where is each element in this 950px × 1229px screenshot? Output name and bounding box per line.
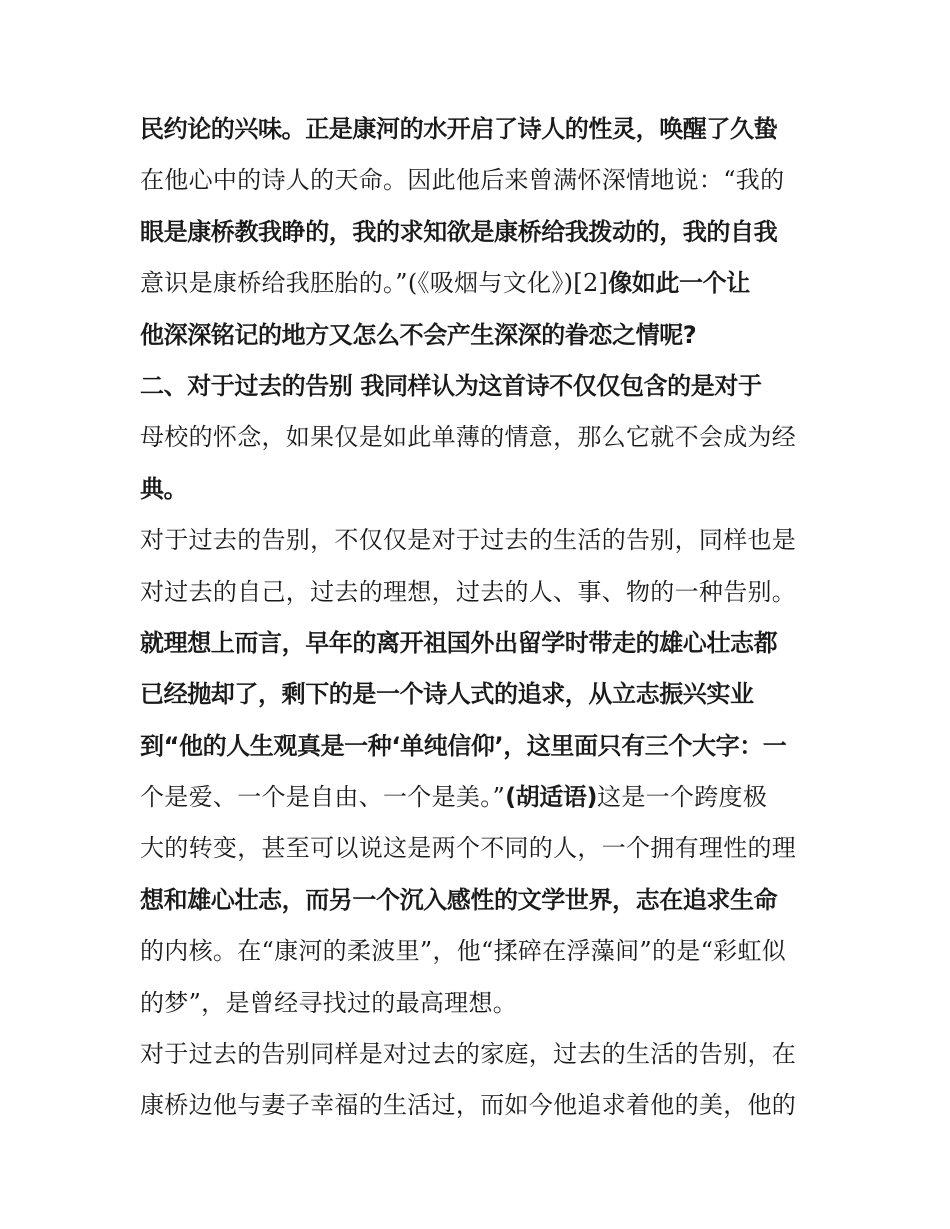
text-line xyxy=(140,926,820,977)
text-line xyxy=(140,823,820,874)
text-line xyxy=(140,515,820,566)
text-segment: 想和雄心壮志，而另一个沉入感性的文学世界，志在追求生命 xyxy=(140,885,778,914)
text-segment: 母校的怀念，如果仅是如此单薄的情意，那么它就不会成为经 xyxy=(140,423,797,452)
text-segment: 康桥边他与妻子幸福的生活过，而如今他追求着他的美，他的 xyxy=(140,1091,797,1120)
text-line xyxy=(140,412,820,463)
text-segment: 大的转变，甚至可以说这是两个不同的人，一个拥有理性的理 xyxy=(140,834,797,863)
text-segment: 像如此一个让 xyxy=(608,269,750,298)
text-segment: 对于过去的告别同样是对过去的家庭，过去的生活的告别，在 xyxy=(140,1040,797,1069)
text-line xyxy=(140,978,820,1029)
body-text xyxy=(140,104,820,1132)
text-segment: 这是一个跨度极 xyxy=(597,783,768,812)
text-line xyxy=(140,875,820,926)
text-line xyxy=(140,618,820,669)
text-segment: (胡适语) xyxy=(505,783,598,812)
text-line xyxy=(140,104,820,155)
text-segment: 民约论的兴味。正是康河的水开启了诗人的性灵，唤醒了久蛰 xyxy=(140,115,778,143)
text-segment: 到“他的人生观真是一种‘单纯信仰’，这里面只有三个大字：一 xyxy=(140,731,787,760)
text-line xyxy=(140,258,820,309)
text-segment: 意识是康桥给我胚胎的。”(《吸烟与文化》)[2] xyxy=(140,269,609,298)
text-segment: 典。 xyxy=(140,474,188,503)
text-line xyxy=(140,207,820,258)
text-segment: 已经抛却了，剩下的是一个诗人式的追求，从立志振兴实业 xyxy=(140,680,754,709)
text-segment: 的梦”，是曾经寻找过的最高理想。 xyxy=(140,988,518,1017)
text-line xyxy=(140,567,820,618)
text-line xyxy=(140,464,820,515)
text-segment: 的内核。在“康河的柔波里”，他“揉碎在浮藻间”的是“彩虹似 xyxy=(140,937,787,966)
text-line xyxy=(140,1029,820,1080)
text-line xyxy=(140,310,820,361)
text-line xyxy=(140,721,820,772)
text-segment: 就理想上而言，早年的离开祖国外出留学时带走的雄心壮志都 xyxy=(140,628,778,657)
text-segment: 个是爱、一个是自由、一个是美。” xyxy=(140,783,506,812)
text-segment: 对于过去的告别，不仅仅是对于过去的生活的告别，同样也是 xyxy=(140,526,797,555)
text-line xyxy=(140,669,820,720)
text-line xyxy=(140,155,820,206)
text-line xyxy=(140,772,820,823)
text-segment: 他深深铭记的地方又怎么不会产生深深的眷恋之情呢? xyxy=(140,320,697,349)
text-segment: 眼是康桥教我睁的，我的求知欲是康桥给我拨动的，我的自我 xyxy=(140,217,778,246)
text-line xyxy=(140,361,820,412)
text-segment: 对过去的自己，过去的理想，过去的人、事、物的一种告别。 xyxy=(140,577,797,606)
text-line xyxy=(140,1080,820,1131)
text-segment: 在他心中的诗人的天命。因此他后来曾满怀深情地说：“我的 xyxy=(140,166,785,195)
text-segment: 二、对于过去的告别 我同样认为这首诗不仅仅包含的是对于 xyxy=(140,371,762,400)
